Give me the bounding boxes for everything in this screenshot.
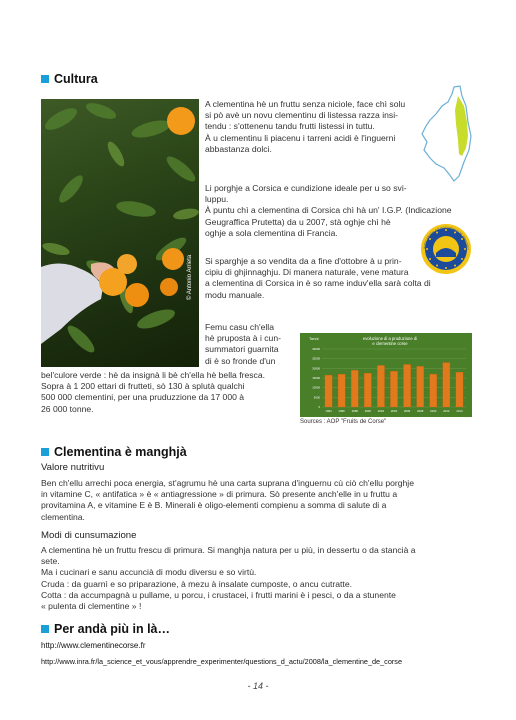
chart-y-tick-label: 25000: [312, 356, 320, 361]
chart-source: Sources : AOP "Fruits de Corse": [300, 419, 387, 425]
chart-x-tick-label: 1998: [351, 409, 358, 413]
cultura-paragraph-3: Si sparghje a so vendita da a fine d'ottobre à u prin- cipiu di ghjinnaghju. Di manera naturale, vene matura a clementina di Corsica in è so rame induv'ella sarà colta di modu manuale.: [205, 256, 431, 300]
section-title-manghja: Clementina è manghjà: [41, 445, 187, 459]
corsica-map-icon: [418, 84, 476, 184]
chart-bar-1996: [338, 374, 345, 407]
chart-x-tick-label: 2010: [430, 409, 437, 413]
cultura-paragraph-2: Li porghje a Corsica e cundizione ideale per u so svi- luppu. À puntu chì a clementina di Corsica chì hà un' I.G.P. (Indicazione Geugraffica Prutetta) da u 2007, stà oghje chì hè oghje a sola clementina di Francia.: [205, 183, 452, 238]
link-clementinecorse[interactable]: http://www.clementinecorse.fr: [41, 641, 146, 650]
chart-bar-2002: [377, 365, 384, 407]
production-chart: [300, 333, 472, 417]
section-bullet-icon: [41, 625, 49, 633]
cultura-paragraph-1: A clementina hè un fruttu senza niciole, face chì solu si pò avè un novu clementinu di listessa razza insi- tendu : s'ottenenu tandu frutti listessi in tuttu. À u clementinu li piacenu i tarreni acidi è l'inguerni abbastanza dolci.: [205, 99, 406, 154]
chart-y-tick-label: 5000: [313, 395, 320, 400]
chart-x-tick-label: 2008: [417, 409, 424, 413]
chart-x-tick-label: 1994: [325, 409, 332, 413]
chart-y-tick-label: 15000: [312, 376, 320, 380]
chart-bar-2014: [456, 372, 463, 407]
clementine-tree-photo: [41, 99, 199, 367]
cultura-paragraph-5: bel'culore verde : hè da insignà li bè ch'ella hè bella fresca. Sopra à 1 200 ettari di frutteti, sò 130 à splutà qualchi 500 000 clementini, per una pruduzzione da 17 000 à 26 000 tonne.: [41, 370, 265, 414]
section-bullet-icon: [41, 75, 49, 83]
chart-bar-2012: [443, 363, 450, 407]
chart-y-tick-label: 10000: [312, 385, 320, 390]
subtitle-valore-nutritivu: Valore nutritivu: [41, 462, 105, 473]
modi-cunsumazione-text: A clementina hè un fruttu frescu di primura. Si manghja natura per u più, in dessertu o da stancià a sete. Ma i cucinari e sanu accuncià di modu diversu e so virtù. Cruda : da guarnì e so priparazione, à mezu à insalate cumposte, o ancu cutratte. Cotta : da accumpagnà u pullame, u porcu, i crustacei, i frutti marini è i pesci, o da a stunente « pulenta di clementine » !: [41, 545, 416, 612]
chart-x-tick-label: 2006: [403, 409, 411, 413]
chart-y-tick-label: 0: [318, 405, 320, 409]
section-title-cultura: Cultura: [41, 72, 98, 86]
chart-y-tick-label: 20000: [312, 366, 320, 371]
photo-credit: © Antonio Arrieta: [187, 254, 193, 300]
page-number: - 14 -: [247, 681, 269, 691]
chart-bar-2010: [430, 374, 437, 407]
chart-x-tick-label: 2014: [456, 409, 463, 413]
chart-bar-2004: [390, 371, 397, 407]
svg-text:INDICATION GÉOGRAPHIQUE PROTÉG: INDICATION GÉOGRAPHIQUE PROTÉG: [422, 225, 470, 251]
chart-bar-1998: [351, 370, 358, 407]
chart-y-tick-label: 30000: [312, 347, 320, 351]
cultura-paragraph-4: Femu casu ch'ella hè pruposta à i cun- summatori guarnita di è so fronde d'un: [205, 322, 281, 366]
chart-title: evoluzione di a pruduzione di e clementine corse: [362, 336, 418, 346]
valore-nutritivu-text: Ben ch'ellu arrechi poca energia, st'agrumu hè una carta suprana d'inguernu cù ciò ch'ellu porghje in vitamine C, « antifatica » è « antiagressione » di primura. Sò presente anch'elle in u fruttu a provitamina A, e vitamine E è B. Minerali è oligo-elementi compienu a somma di salute di a clementina.: [41, 478, 414, 522]
chart-bar-2006: [403, 364, 410, 407]
chart-corner-label: Tonni: [309, 336, 319, 341]
link-inra[interactable]: http://www.inra.fr/la_science_et_vous/apprendre_experimenter/questions_d_actu/2008/la_clementine_de_corse: [41, 657, 403, 666]
chart-x-tick-label: 2000: [364, 409, 371, 413]
chart-x-tick-label: 2004: [390, 409, 398, 413]
chart-x-tick-label: 2002: [377, 409, 385, 413]
chart-bar-1994: [325, 375, 332, 407]
chart-x-tick-label: 2012: [443, 409, 450, 413]
chart-bar-2000: [364, 373, 371, 407]
chart-bar-2008: [417, 366, 424, 407]
subtitle-modi-cunsumazione: Modi di cunsumazione: [41, 530, 137, 541]
section-title-per-anda: Per andà più in là…: [41, 622, 170, 636]
chart-x-tick-label: 1996: [338, 409, 345, 413]
section-bullet-icon: [41, 448, 49, 456]
clementine-tree-illustration: [41, 99, 199, 367]
